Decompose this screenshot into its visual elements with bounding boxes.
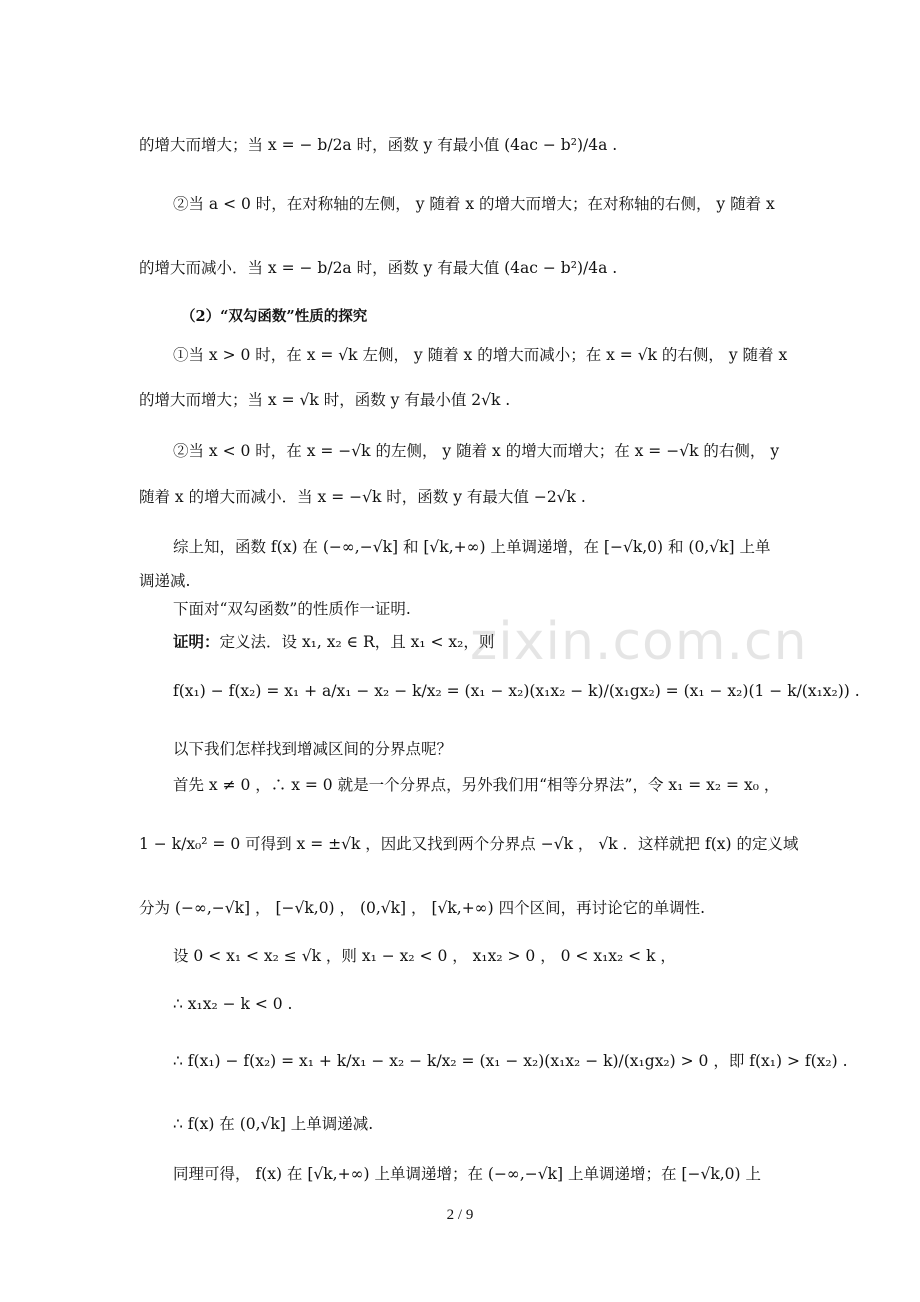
watermark: zixin.com.cn (470, 612, 808, 672)
page-number: 2 / 9 (446, 1207, 474, 1223)
proof-text: 定义法．设 x₁, x₂ ∈ R，且 x₁ < x₂，则 (219, 633, 495, 651)
text-line-1: 的增大而增大；当 x = − b/2a 时，函数 y 有最小值 (4ac − b²)/4a . (139, 136, 618, 154)
text-line-5: ①当 x > 0 时，在 x = √k 左侧， y 随着 x 的增大而减小；在 x = √k 的右侧， y 随着 x (173, 346, 788, 364)
text-line-22: 同理可得， f(x) 在 [√k,+∞) 上单调递增；在 (−∞,−√k] 上单调递增；在 [−√k,0) 上 (173, 1165, 761, 1183)
proof-line (173, 631, 494, 653)
text-line-17: 分为 (−∞,−√k] ， [−√k,0) ， (0,√k] ， [√k,+∞) 四个区间，再讨论它的单调性. (139, 899, 706, 917)
section-heading: （2）“双勾函数”性质的探究 (181, 308, 368, 325)
text-line-16: 1 − k/x₀² = 0 可得到 x = ±√k ，因此又找到两个分界点 −√k ， √k ．这样就把 f(x) 的定义域 (139, 835, 799, 853)
text-line-3: 的增大而减小．当 x = − b/2a 时，函数 y 有最大值 (4ac − b²)/4a . (139, 259, 618, 277)
text-line-11: 下面对“双勾函数”的性质作一证明. (173, 600, 411, 618)
text-line-19: ∴ x₁x₂ − k < 0 . (173, 995, 293, 1013)
text-line-14: 以下我们怎样找到增减区间的分界点呢？ (173, 740, 453, 758)
text-line-21: ∴ f(x) 在 (0,√k] 上单调递减. (173, 1115, 374, 1133)
proof-label: 证明： (173, 632, 220, 651)
text-line-8: 随着 x 的增大而减小．当 x = −√k 时，函数 y 有最大值 −2√k . (139, 488, 586, 506)
text-line-15: 首先 x ≠ 0 ，∴ x = 0 就是一个分界点，另外我们用“相等分界法”，令 x₁ = x₂ = x₀ ， (173, 776, 780, 794)
text-line-7: ②当 x < 0 时，在 x = −√k 的左侧， y 随着 x 的增大而增大；在 x = −√k 的右侧， y (173, 442, 780, 460)
text-line-2: ②当 a < 0 时，在对称轴的左侧， y 随着 x 的增大而增大；在对称轴的右侧， y 随着 x (173, 195, 775, 213)
text-line-9: 综上知，函数 f(x) 在 (−∞,−√k] 和 [√k,+∞) 上单调递增，在 [−√k,0) 和 (0,√k] 上单 (173, 538, 771, 556)
text-line-6: 的增大而增大；当 x = √k 时，函数 y 有最小值 2√k . (139, 391, 511, 409)
text-line-10: 调递减. (139, 572, 191, 590)
equation-line-13: f(x₁) − f(x₂) = x₁ + a/x₁ − x₂ − k/x₂ = (x₁ − x₂)(x₁x₂ − k)/(x₁gx₂) = (x₁ − x₂)(1 − k/(x₁x₂)) . (173, 682, 860, 700)
text-line-18: 设 0 < x₁ < x₂ ≤ √k ，则 x₁ − x₂ < 0 ， x₁x₂ > 0 ， 0 < x₁x₂ < k ， (173, 947, 676, 965)
equation-line-20: ∴ f(x₁) − f(x₂) = x₁ + k/x₁ − x₂ − k/x₂ = (x₁ − x₂)(x₁x₂ − k)/(x₁gx₂) > 0 ，即 f(x₁) > f(x₂) . (173, 1052, 848, 1070)
